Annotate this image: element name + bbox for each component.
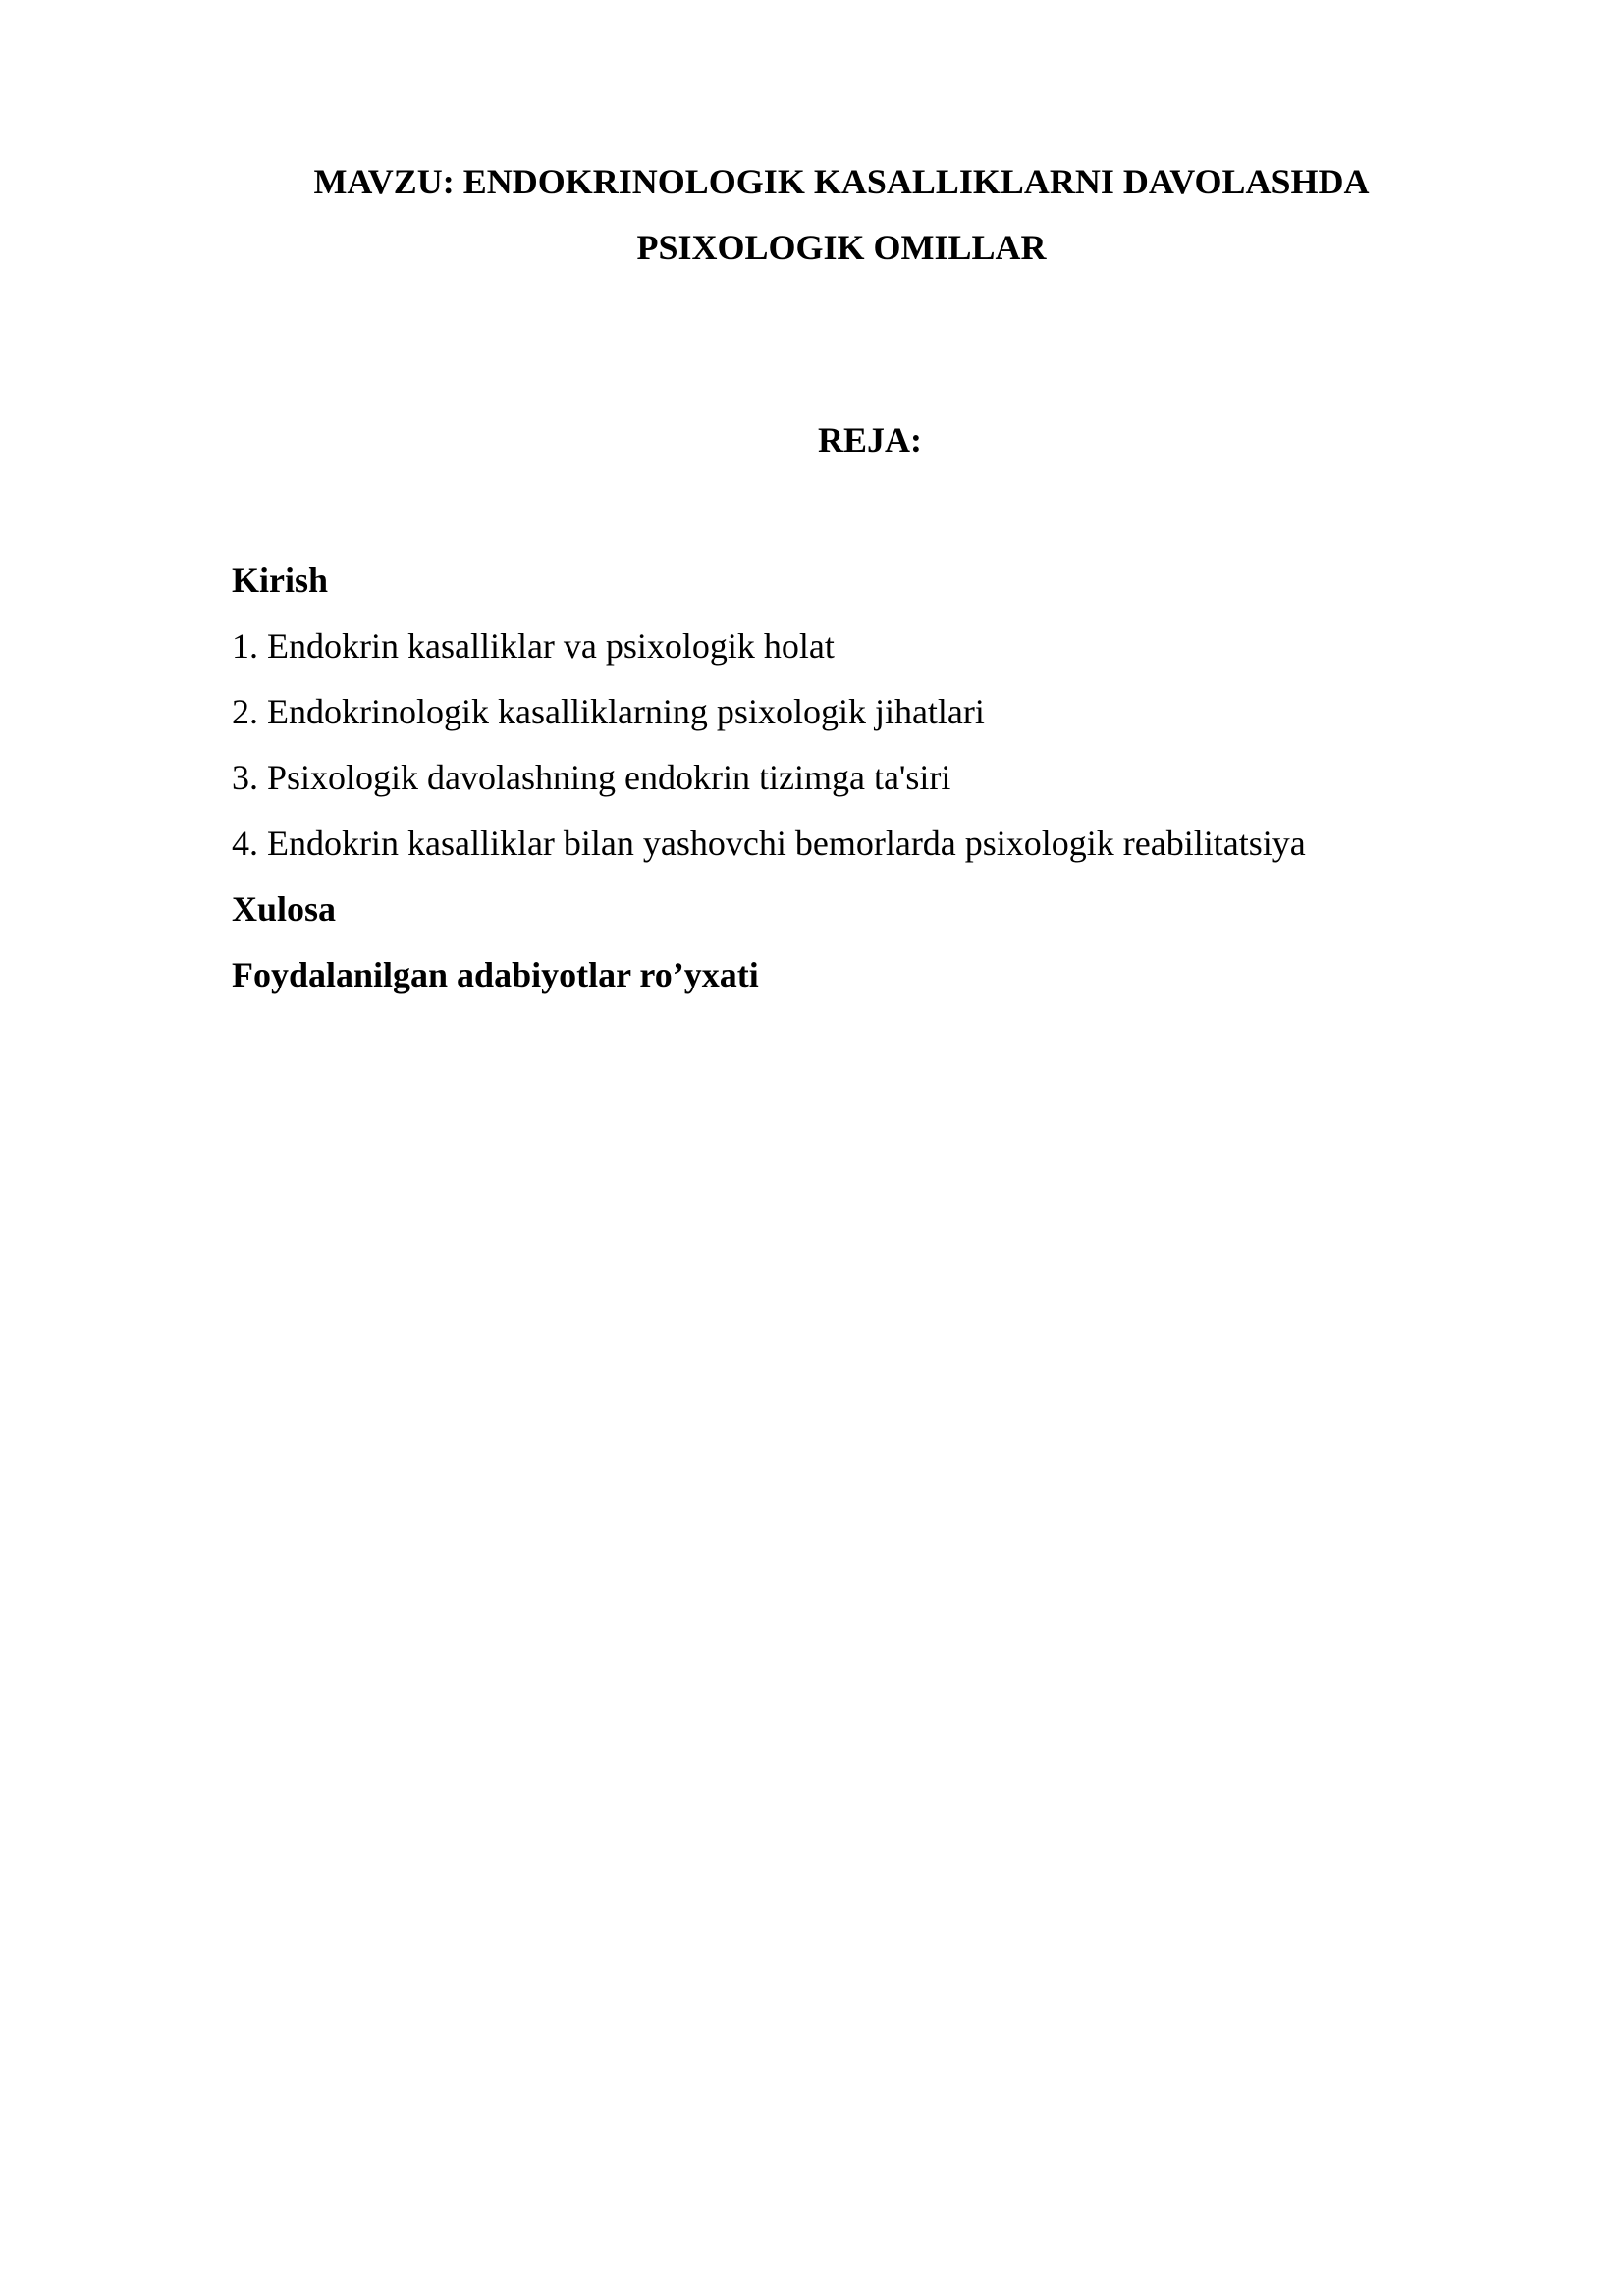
document-title <box>232 149 1451 281</box>
title-line-1: MAVZU: ENDOKRINOLOGIK KASALLIKLARNI DAVOLASHDA <box>313 162 1370 201</box>
title-line-2: PSIXOLOGIK OMILLAR <box>636 228 1047 267</box>
plan-item-references: Foydalanilgan adabiyotlar ro’yxati <box>232 955 759 994</box>
plan-item-introduction: Kirish <box>232 561 329 600</box>
plan-item-1: 1. Endokrin kasalliklar va psixologik holat <box>232 626 835 666</box>
plan-list <box>232 548 1508 1008</box>
plan-item-conclusion: Xulosa <box>232 889 337 929</box>
plan-item-3: 3. Psixologik davolashning endokrin tizimga ta'siri <box>232 758 951 797</box>
plan-heading: REJA: <box>818 420 922 459</box>
plan-item-4: 4. Endokrin kasalliklar bilan yashovchi bemorlarda psixologik reabilitatsiya <box>232 824 1306 863</box>
plan-item-2: 2. Endokrinologik kasalliklarning psixologik jihatlari <box>232 692 985 731</box>
